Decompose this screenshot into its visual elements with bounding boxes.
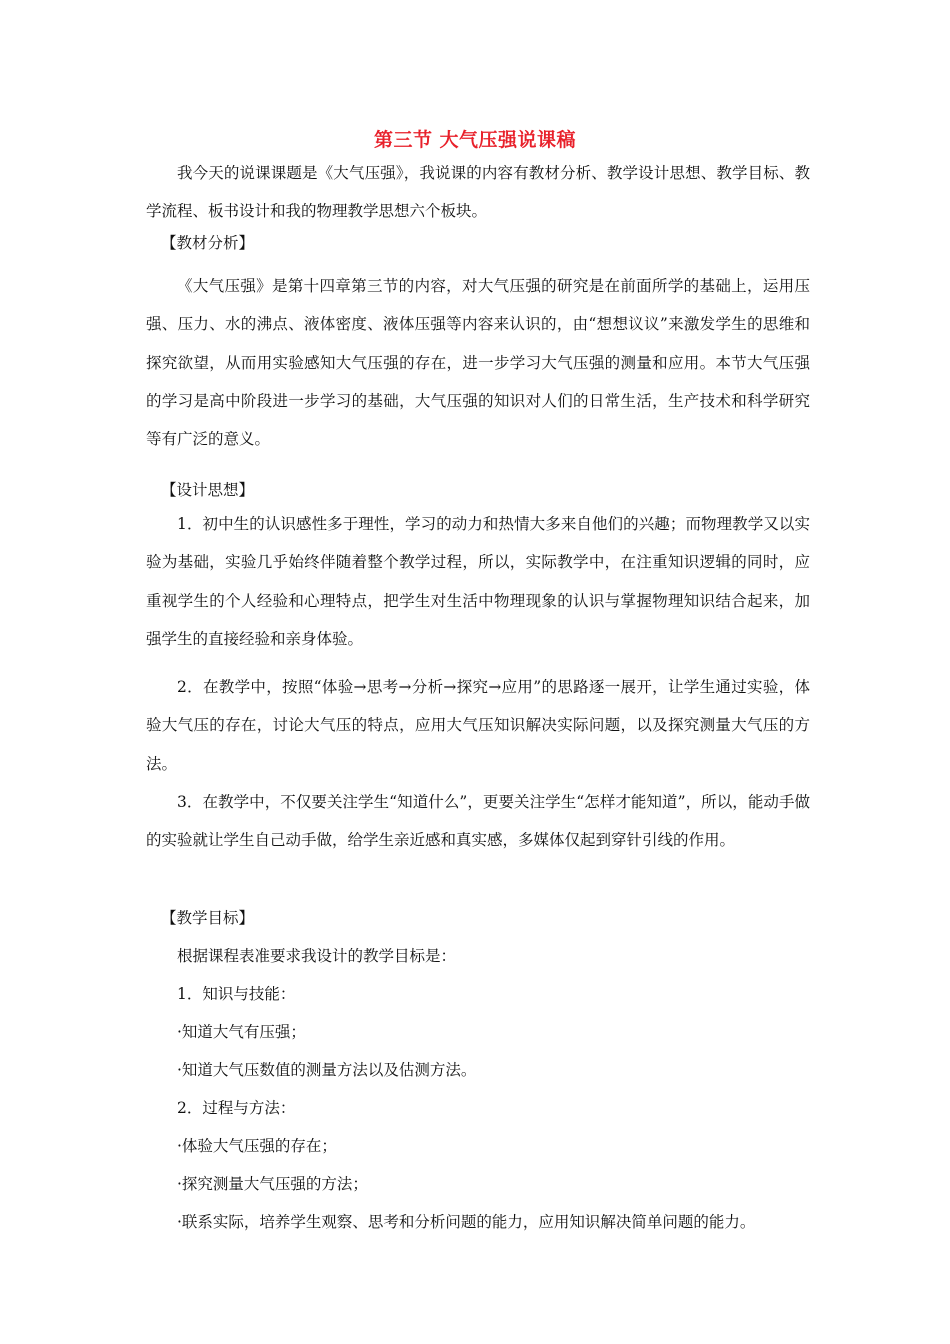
goal-2-bullet-1: ·体验大气压强的存在； [177, 1137, 337, 1155]
goal-1-title: 1．知识与技能： [177, 985, 296, 1003]
goal-2-bullet-2: ·探究测量大气压强的方法； [177, 1175, 368, 1193]
teaching-goals-intro: 根据课程表准要求我设计的教学目标是： [177, 947, 457, 965]
design-idea-paragraph-2: 2．在教学中，按照“体验→思考→分析→探究→应用”的思路逐一展开，让学生通过实验，体验大气压的存在，讨论大气压的特点，应用大气压知识解决实际问题，以及探究测量大气压的方法。 [146, 678, 810, 773]
goal-1-bullet-2: ·知道大气压数值的测量方法以及估测方法。 [177, 1061, 477, 1079]
goal-1-bullet-1: ·知道大气有压强； [177, 1023, 306, 1041]
textbook-analysis-paragraph: 《大气压强》是第十四章第三节的内容，对大气压强的研究是在前面所学的基础上，运用压强、压力、水的沸点、液体密度、液体压强等内容来认识的，由“想想议议”来激发学生的思维和探究欲望，从而用实验感知大气压强的存在，进一步学习大气压强的测量和应用。本节大气压强的学习是高中阶段进一步学习的基础，大气压强的知识对人们的日常生活，生产技术和科学研究等有广泛的意义。 [146, 277, 810, 449]
goal-2-bullet-3: ·联系实际，培养学生观察、思考和分析问题的能力，应用知识解决简单问题的能力。 [177, 1213, 756, 1231]
section-heading-design-idea: 【设计思想】 [161, 481, 255, 499]
section-heading-teaching-goals: 【教学目标】 [161, 909, 255, 927]
design-idea-paragraph-1: 1．初中生的认识感性多于理性，学习的动力和热情大多来自他们的兴趣；而物理教学又以实验为基础，实验几乎始终伴随着整个教学过程，所以，实际教学中，在注重知识逻辑的同时，应重视学生的个人经验和心理特点，把学生对生活中物理现象的认识与掌握物理知识结合起来，加强学生的直接经验和亲身体验。 [146, 515, 810, 648]
page-title: 第三节 大气压强说课稿 [373, 129, 577, 151]
design-idea-paragraph-3: 3．在教学中，不仅要关注学生“知道什么”，更要关注学生“怎样才能知道”，所以，能动手做的实验就让学生自己动手做，给学生亲近感和真实感，多媒体仅起到穿针引线的作用。 [146, 793, 810, 850]
goal-2-title: 2．过程与方法： [177, 1099, 296, 1117]
intro-paragraph: 我今天的说课课题是《大气压强》，我说课的内容有教材分析、教学设计思想、教学目标、教学流程、板书设计和我的物理教学思想六个板块。 [146, 164, 810, 221]
section-heading-textbook-analysis: 【教材分析】 [161, 234, 255, 252]
